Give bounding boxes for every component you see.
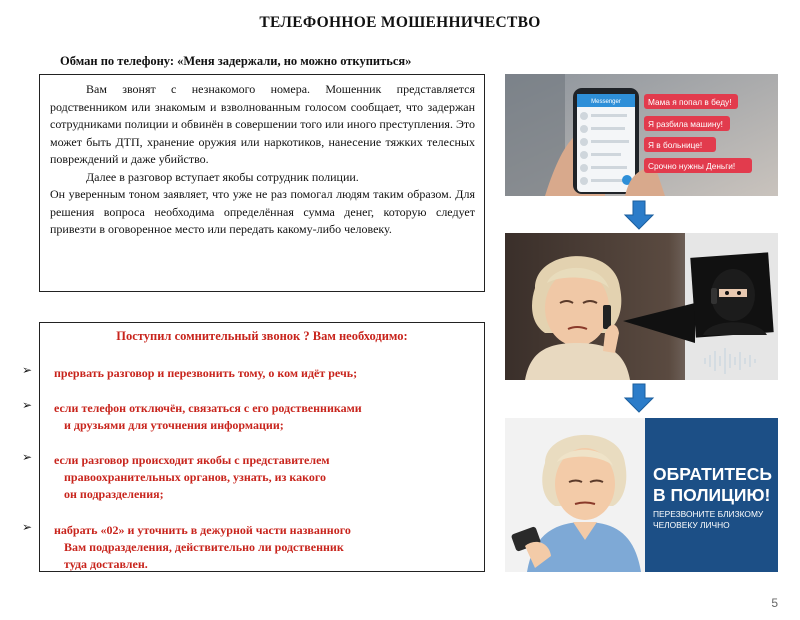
masked-caller-image [505, 233, 778, 380]
police-headline-1: ОБРАТИТЕСЬ [653, 464, 772, 484]
police-subline-2: ЧЕЛОВЕКУ ЛИЧНО [653, 520, 730, 530]
advice-item-4-line-3: туда доставлен. [64, 557, 148, 571]
advice-item-3 [54, 452, 474, 503]
contact-police-illustration [505, 418, 778, 572]
scam-messages-image [505, 74, 778, 196]
app-title: Messenger [591, 99, 621, 105]
advice-item-1-line-1: прервать разговор и перезвонить тому, о ком идёт речь; [54, 366, 358, 380]
advice-item-4-line-2: Вам подразделения, действительно ли родственник [64, 540, 344, 554]
advice-item-2-line-1: если телефон отключён, связаться с его родственниками [54, 401, 362, 415]
contact-police-image [505, 418, 778, 572]
bullet-arrow-icon: ➢ [22, 363, 33, 377]
bullet-arrow-icon: ➢ [22, 450, 33, 464]
story-paragraph-3: Он уверенным тоном заявляет, что уже не раз помогал людям таким образом. Для решения вопроса необходима определённая сумма денег, которую следует привезти в оговоренное место или передать какому-либо человеку. [50, 187, 475, 236]
bullet-arrow-icon: ➢ [22, 520, 33, 534]
scam-message-4: Срочно нужны Деньги! [648, 161, 736, 171]
page-number: 5 [771, 596, 778, 610]
advice-item-3-line-2: правоохранительных органов, узнать, из какого [64, 470, 327, 484]
section-subtitle: Обман по телефону: «Меня задержали, но можно откупиться» [60, 54, 412, 68]
advice-item-3-line-1: если разговор происходит якобы с представителем [54, 453, 330, 467]
advice-item-4 [54, 522, 474, 573]
down-arrow-icon [623, 382, 655, 414]
advice-box [39, 322, 485, 572]
advice-item-1 [54, 365, 474, 382]
police-subline-1: ПЕРЕЗВОНИТЕ БЛИЗКОМУ [653, 509, 764, 519]
scam-message-1: Мама я попал в беду! [648, 97, 732, 107]
story-paragraph-2: Далее в разговор вступает якобы сотрудник полиции. [86, 169, 359, 184]
advice-item-3-line-3: он подразделения; [64, 487, 164, 501]
advice-heading: Поступил сомнительный звонок ? Вам необходимо: [116, 329, 408, 343]
scam-message-3: Я в больнице! [648, 140, 703, 150]
page-title: ТЕЛЕФОННОЕ МОШЕННИЧЕСТВО [259, 14, 541, 31]
elderly-woman-call-illustration [505, 233, 778, 380]
scam-message-2: Я разбила машину! [648, 119, 723, 129]
advice-item-2-line-2: и друзьями для уточнения информации; [64, 418, 284, 432]
police-headline-2: В ПОЛИЦИЮ! [653, 485, 771, 505]
scam-phone-illustration [505, 74, 778, 196]
story-box [39, 74, 485, 292]
advice-item-2 [54, 400, 474, 434]
advice-item-4-line-1: набрать «02» и уточнить в дежурной части названного [54, 523, 351, 537]
story-paragraph-1: Вам звонят с незнакомого номера. Мошенник представляется родственником или знакомым и взволнованным голосом сообщает, что задержан сотрудниками полиции и обвинён в совершении того или иного преступления. Это может быть ДТП, хранение оружия или наркотиков, нанесение тяжких телесных повреждений и даже убийство. [50, 82, 475, 166]
bullet-arrow-icon: ➢ [22, 398, 33, 412]
down-arrow-icon [623, 199, 655, 231]
